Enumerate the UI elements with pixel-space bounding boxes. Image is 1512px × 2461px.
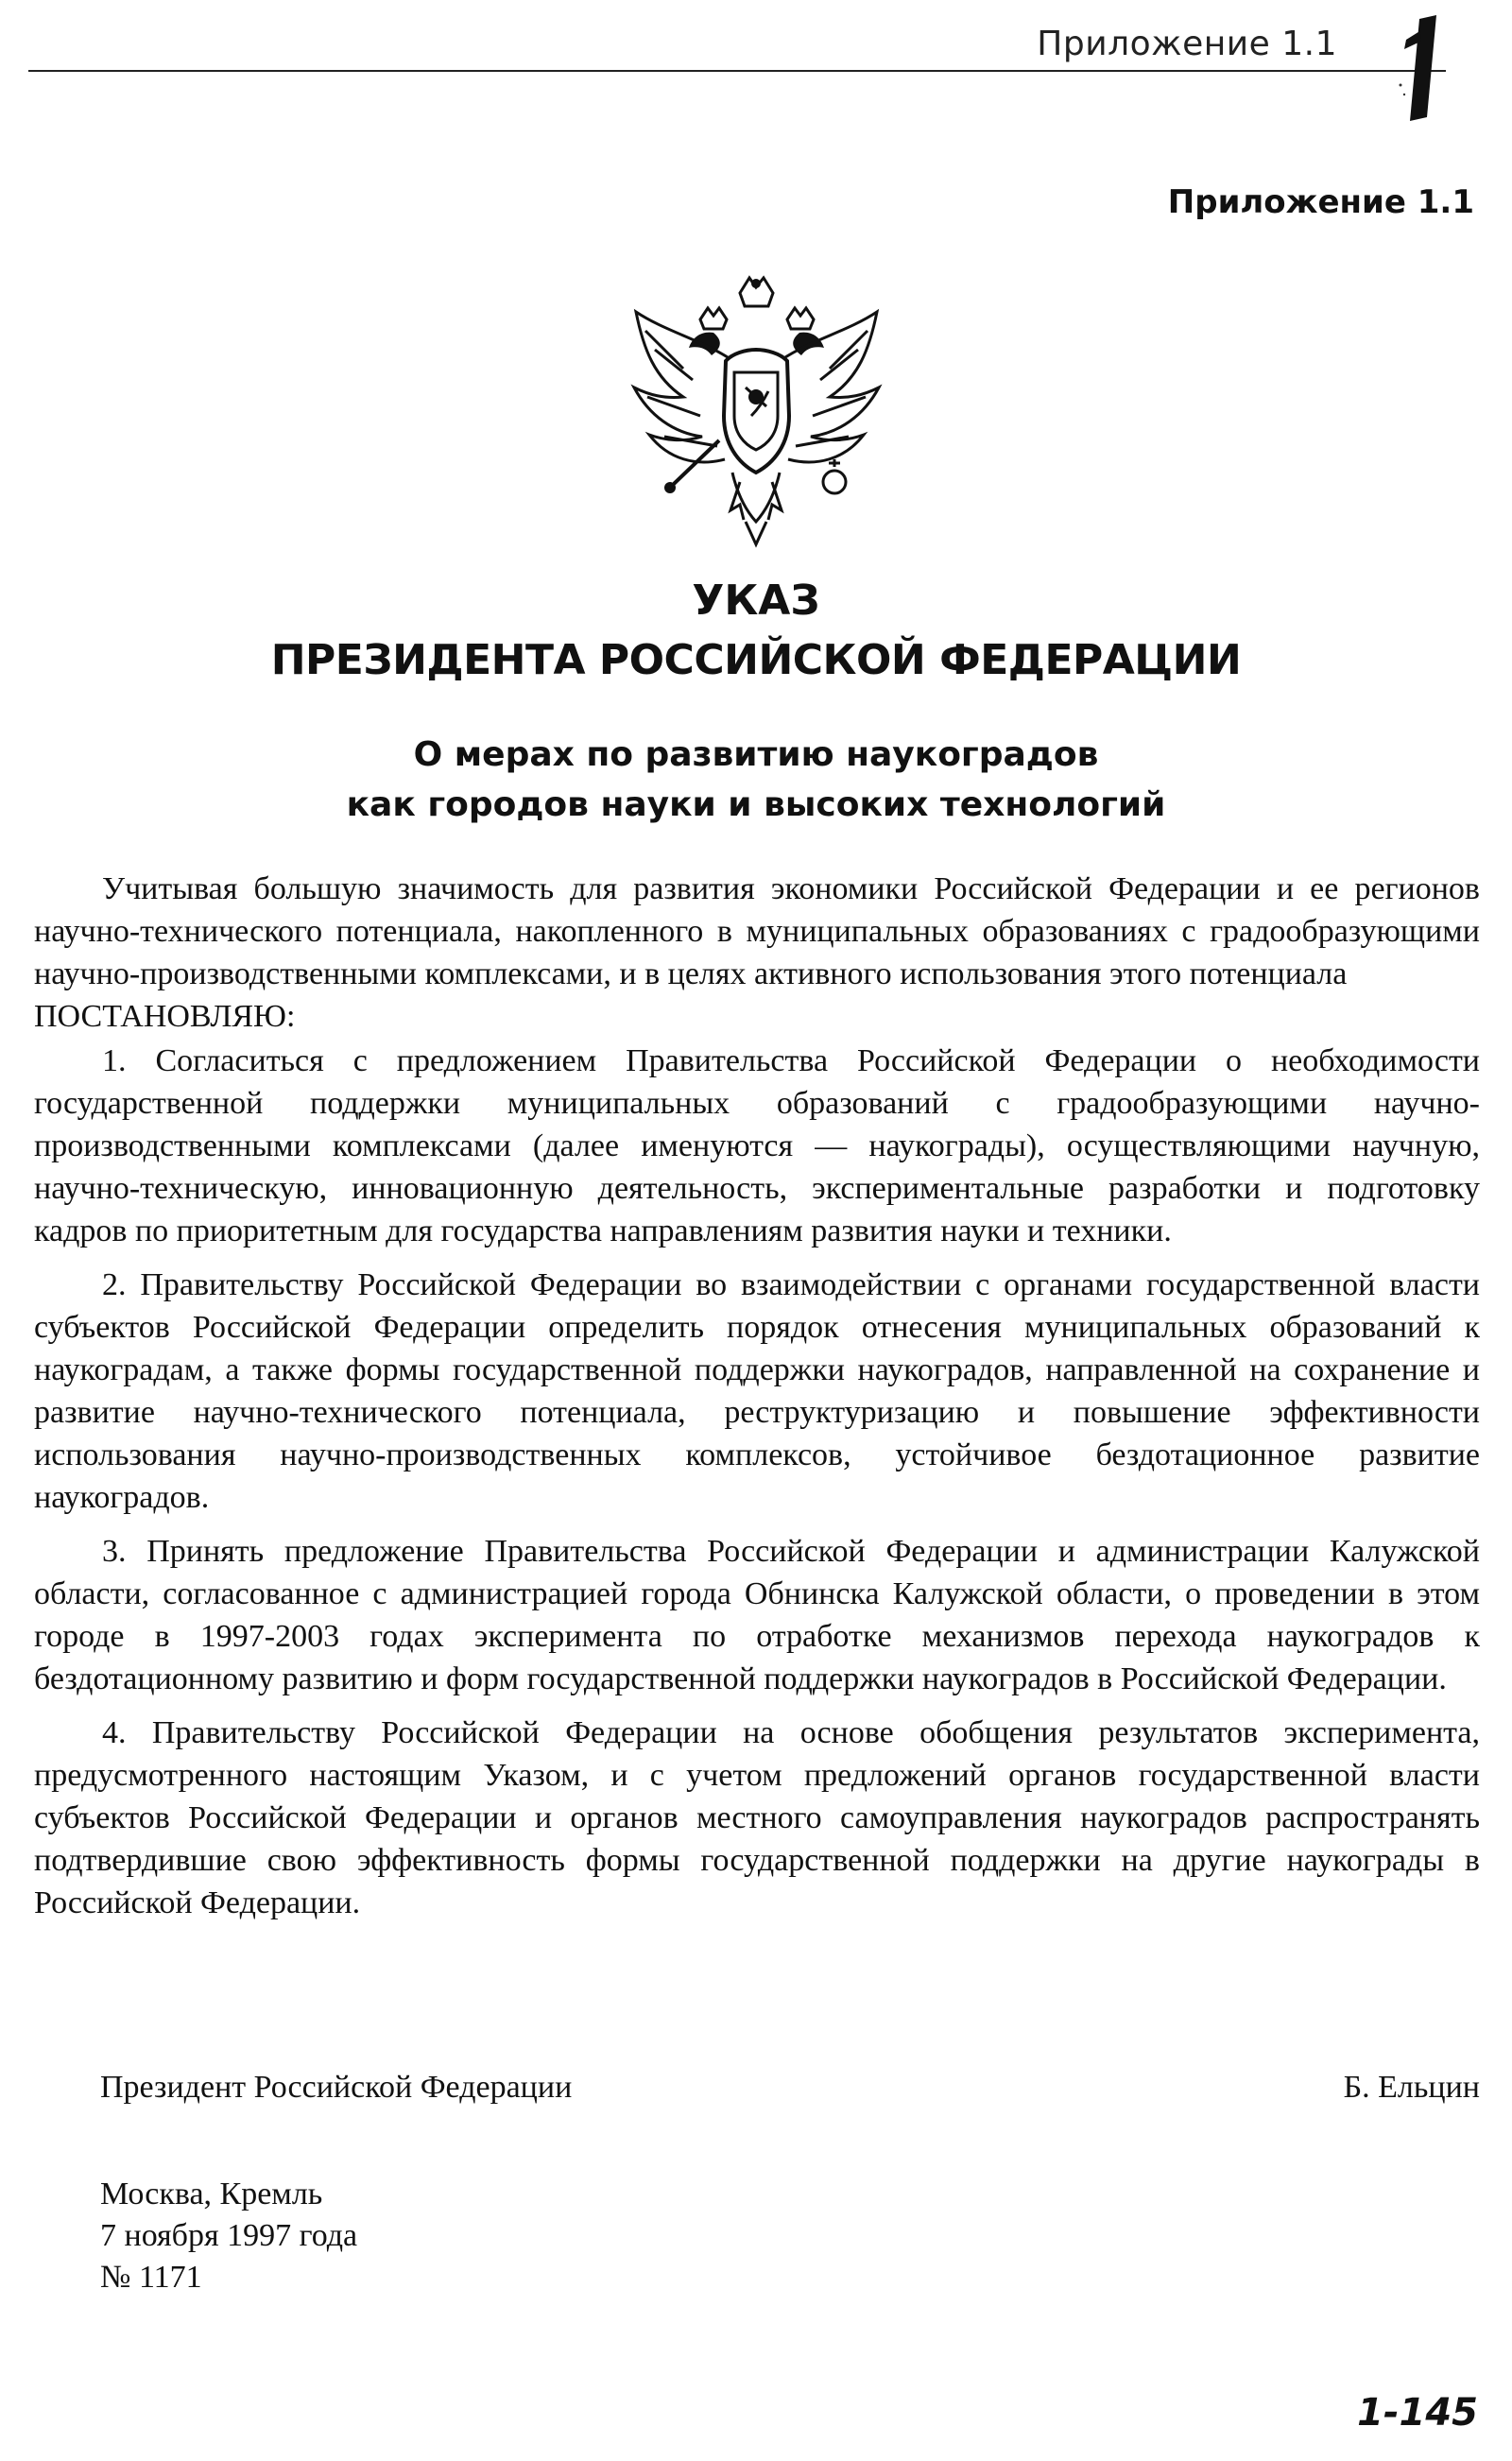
header-rule bbox=[28, 70, 1446, 72]
signatory-name: Б. Ельцин bbox=[1343, 2070, 1480, 2105]
place-date-block bbox=[100, 2174, 357, 2298]
running-header bbox=[28, 23, 1446, 79]
decree-title: УКАЗ bbox=[692, 577, 820, 625]
decree-item: 1. Согласиться с предложением Правительства Российской Федерации о необходимости государственной поддержки муниципальных образований с градообразующими научно-производственными комплексами (далее именуются — наукограды), осуществляющими научную, научно-техническую, инновационную деятельность, экспериментальные разработки и подготовку кадров по приоритетным для государства направлениям развития науки и техники. bbox=[34, 1043, 1480, 1248]
double-headed-eagle-icon bbox=[627, 274, 886, 550]
signing-date: 7 ноября 1997 года bbox=[100, 2218, 358, 2253]
decree-item: 3. Принять предложение Правительства Российской Федерации и администрации Калужской области, согласованное с администрацией города Обнинска Калужской области, о проведении в этом городе в 1997-2003 годах эксперимента по отработке механизмов перехода наукоградов к бездотационному развитию и форм государственной поддержки наукоградов в Российской Федерации. bbox=[34, 1534, 1480, 1696]
intro-paragraph: Учитывая большую значимость для развития экономики Российской Федерации и ее регионов научно-технического потенциала, накопленного в муниципальных образованиях с градообразующими научно-производственными комплексами, и в целях активного использования этого потенциала bbox=[34, 871, 1480, 991]
running-header-label: Приложение 1.1 bbox=[1037, 25, 1337, 63]
decree-title-authority: ПРЕЗИДЕНТА РОССИЙСКОЙ ФЕДЕРАЦИИ bbox=[270, 636, 1242, 684]
decree-number: № 1171 bbox=[100, 2260, 202, 2295]
decree-subtitle-line-1: О мерах по развитию наукоградов bbox=[413, 735, 1099, 774]
signatory-position: Президент Российской Федерации bbox=[100, 2070, 573, 2105]
decree-body bbox=[34, 868, 1480, 1936]
appendix-label: Приложение 1.1 bbox=[1167, 183, 1474, 221]
page-number: 1-145 bbox=[1357, 2391, 1478, 2435]
decree-subtitle-line-2: как городов науки и высоких технологий bbox=[346, 785, 1166, 824]
decree-keyword: ПОСТАНОВЛЯЮ: bbox=[34, 999, 296, 1034]
chapter-mark-icon bbox=[1389, 11, 1446, 125]
signing-place: Москва, Кремль bbox=[100, 2177, 323, 2211]
decree-item: 4. Правительству Российской Федерации на основе обобщения результатов эксперимента, предусмотренного настоящим Указом, и с учетом предложений органов государственной власти субъектов Российской Федерации и органов местного самоуправления наукоградов распространять подтвердившие свою эффективность формы государственной поддержки на другие наукограды в Российской Федерации. bbox=[34, 1715, 1480, 1920]
decree-item: 2. Правительству Российской Федерации во взаимодействии с органами государственной власти субъектов Российской Федерации определить порядок отнесения муниципальных образований к наукоградам, а также формы государственной поддержки наукоградов, направленной на сохранение и развитие научно-технического потенциала, реструктуризацию и повышение эффективности использования научно-производственных комплексов, устойчивое бездотационное развитие наукоградов. bbox=[34, 1267, 1480, 1515]
